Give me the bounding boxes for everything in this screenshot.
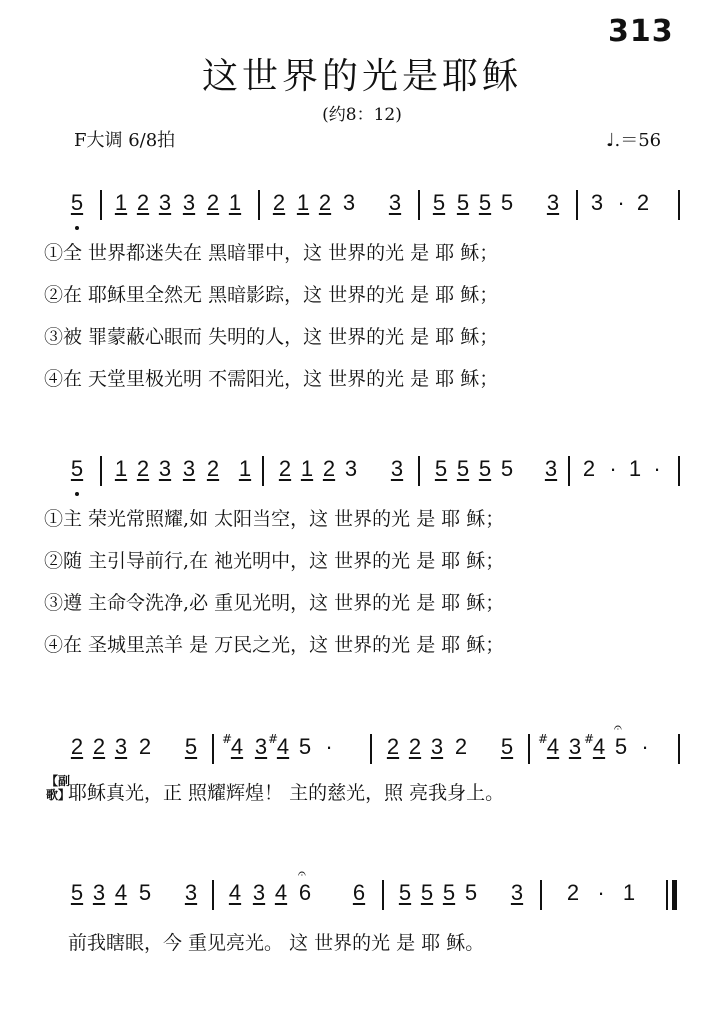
lyric-line: ④在 天堂里极光明 不需阳光，这 世界的光 是 耶 稣； xyxy=(44,368,499,390)
note: 4 xyxy=(276,734,290,759)
note: 3 xyxy=(342,190,356,215)
note: 5 xyxy=(70,880,84,905)
lyric-line: 耶稣真光，正 照耀辉煌！ 主的慈光，照 亮我身上。 xyxy=(68,782,505,804)
note: 5 xyxy=(442,880,456,905)
dot-note: · xyxy=(597,880,605,905)
note: 5 xyxy=(184,734,198,759)
note: 3 xyxy=(158,456,172,481)
note: 5 xyxy=(70,190,84,215)
note: 2 xyxy=(582,456,596,481)
sharp-sign: # xyxy=(268,732,279,746)
notation-system-3 xyxy=(0,720,724,766)
barline xyxy=(100,456,102,486)
note: 3 xyxy=(252,880,266,905)
note: 3 xyxy=(254,734,268,759)
note: 2 xyxy=(70,734,84,759)
refrain-label: 【副歌】 xyxy=(46,774,71,802)
note: 3 xyxy=(590,190,604,215)
note: 2 xyxy=(454,734,468,759)
hymn-number: 313 xyxy=(608,14,674,49)
lyric-line: ①主 荣光常照耀,如 太阳当空，这 世界的光 是 耶 稣； xyxy=(44,508,505,530)
note: 4 xyxy=(114,880,128,905)
note: 2 xyxy=(136,456,150,481)
lyric-line: ③遵 主命令洗净,必 重见光明，这 世界的光 是 耶 稣； xyxy=(44,592,505,614)
note: 3 xyxy=(344,456,358,481)
octave-dot-below xyxy=(75,492,79,496)
note: 4 xyxy=(228,880,242,905)
note: 3 xyxy=(546,190,560,215)
notation-system-4 xyxy=(0,866,724,912)
note: 5 xyxy=(138,880,152,905)
barline xyxy=(370,734,372,764)
note: 3 xyxy=(510,880,524,905)
note: 2 xyxy=(386,734,400,759)
note: 5 xyxy=(478,190,492,215)
barline xyxy=(382,880,384,910)
note: 1 xyxy=(300,456,314,481)
barline xyxy=(568,456,570,486)
dot-note: · xyxy=(617,190,625,215)
barline xyxy=(678,456,680,486)
note: 5 xyxy=(456,190,470,215)
note: 5 xyxy=(478,456,492,481)
note: 5 xyxy=(500,456,514,481)
note: 2 xyxy=(206,456,220,481)
note: 2 xyxy=(278,456,292,481)
final-barline-thick xyxy=(672,880,677,910)
note: 5 xyxy=(420,880,434,905)
note: 2 xyxy=(408,734,422,759)
note: 6 xyxy=(352,880,366,905)
note: 1 xyxy=(296,190,310,215)
barline xyxy=(576,190,578,220)
note: 4 xyxy=(274,880,288,905)
barline xyxy=(540,880,542,910)
note: 2 xyxy=(318,190,332,215)
note: 3 xyxy=(390,456,404,481)
barline xyxy=(100,190,102,220)
note: 2 xyxy=(272,190,286,215)
note: 3 xyxy=(114,734,128,759)
note: 3 xyxy=(92,880,106,905)
barline xyxy=(258,190,260,220)
note: 2 xyxy=(206,190,220,215)
note: 5 xyxy=(500,734,514,759)
key-time-signature: F大调 6/8拍 xyxy=(74,130,176,151)
barline xyxy=(262,456,264,486)
octave-dot-below xyxy=(75,226,79,230)
lyric-line: ④在 圣城里羔羊 是 万民之光，这 世界的光 是 耶 稣； xyxy=(44,634,505,656)
sharp-sign: # xyxy=(538,732,549,746)
note: 4 xyxy=(546,734,560,759)
note: 5 xyxy=(298,734,312,759)
note: 4 xyxy=(230,734,244,759)
note: 5 xyxy=(70,456,84,481)
tempo-marking: ♩.＝56 xyxy=(606,130,662,151)
notation-system-1 xyxy=(0,192,724,222)
note: 1 xyxy=(238,456,252,481)
note: 3 xyxy=(544,456,558,481)
dot-note: · xyxy=(653,456,661,481)
sharp-sign: # xyxy=(222,732,233,746)
note: 2 xyxy=(322,456,336,481)
note: 5 xyxy=(456,456,470,481)
barline xyxy=(678,734,680,764)
note: 6 xyxy=(298,880,312,905)
note: 2 xyxy=(92,734,106,759)
fermata-icon: 𝄐 xyxy=(614,720,622,736)
lyric-line: 前我瞎眼，今 重见亮光。 这 世界的光 是 耶 稣。 xyxy=(68,932,485,954)
barline xyxy=(418,190,420,220)
note: 3 xyxy=(388,190,402,215)
lyric-line: ①全 世界都迷失在 黑暗罪中，这 世界的光 是 耶 稣； xyxy=(44,242,499,264)
note: 3 xyxy=(568,734,582,759)
note: 2 xyxy=(566,880,580,905)
note: 3 xyxy=(182,190,196,215)
dot-note: · xyxy=(325,734,333,759)
note: 2 xyxy=(636,190,650,215)
note: 2 xyxy=(136,190,150,215)
note: 1 xyxy=(622,880,636,905)
note: 5 xyxy=(464,880,478,905)
scripture-reference: (约8：12) xyxy=(322,105,402,125)
note: 5 xyxy=(500,190,514,215)
note: 3 xyxy=(182,456,196,481)
barline xyxy=(418,456,420,486)
final-barline-thin xyxy=(666,880,668,910)
barline xyxy=(212,880,214,910)
note: 1 xyxy=(228,190,242,215)
sharp-sign: # xyxy=(584,732,595,746)
dot-note: · xyxy=(609,456,617,481)
dot-note: · xyxy=(641,734,649,759)
barline xyxy=(212,734,214,764)
note: 5 xyxy=(614,734,628,759)
note: 2 xyxy=(138,734,152,759)
lyric-line: ③被 罪蒙蔽心眼而 失明的人，这 世界的光 是 耶 稣； xyxy=(44,326,499,348)
barline xyxy=(678,190,680,220)
fermata-icon: 𝄐 xyxy=(298,866,306,882)
notation-system-2 xyxy=(0,458,724,488)
note: 5 xyxy=(432,190,446,215)
lyric-line: ②随 主引导前行,在 祂光明中，这 世界的光 是 耶 稣； xyxy=(44,550,505,572)
page-title: 这世界的光是耶稣 xyxy=(201,56,522,97)
barline xyxy=(528,734,530,764)
note: 5 xyxy=(398,880,412,905)
note: 3 xyxy=(430,734,444,759)
note: 4 xyxy=(592,734,606,759)
note: 5 xyxy=(434,456,448,481)
note: 1 xyxy=(114,456,128,481)
note: 3 xyxy=(158,190,172,215)
note: 3 xyxy=(184,880,198,905)
note: 1 xyxy=(628,456,642,481)
lyric-line: ②在 耶稣里全然无 黑暗影踪，这 世界的光 是 耶 稣； xyxy=(44,284,499,306)
note: 1 xyxy=(114,190,128,215)
